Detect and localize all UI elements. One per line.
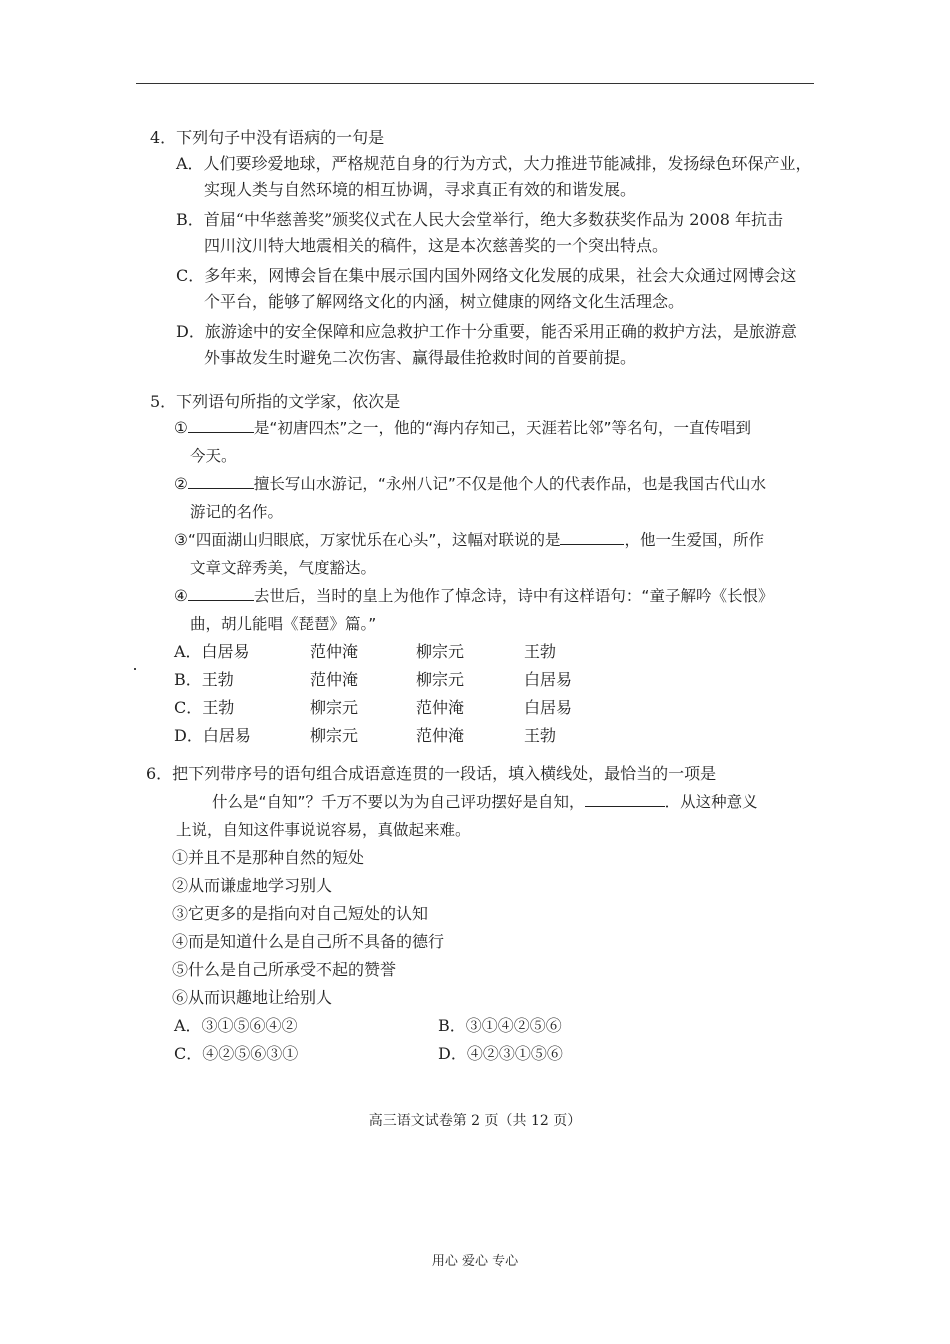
q5-d-3: 范仲淹 bbox=[416, 726, 465, 745]
q4-option-b-line2: 四川汶川特大地震相关的稿件，这是本次慈善奖的一个突出特点。 bbox=[204, 236, 669, 255]
margin-mark bbox=[134, 668, 136, 670]
q6-option-a: A．③①⑤⑥④② bbox=[174, 1016, 298, 1035]
q5-s2-prefix: ② bbox=[174, 475, 188, 493]
q5-s3-text-end: ，他一生爱国，所作 bbox=[624, 531, 764, 549]
q4-stem: 4．下列句子中没有语病的一句是 bbox=[150, 128, 385, 147]
q5-a-1: A．白居易 bbox=[174, 642, 250, 661]
q5-a-4: 王勃 bbox=[524, 642, 557, 661]
q6-passage-line2: 上说，自知这件事说说容易，真做起来难。 bbox=[176, 821, 471, 839]
q6-option-d: D．④②③①⑤⑥ bbox=[438, 1044, 563, 1063]
q4-option-c-line2: 个平台，能够了解网络文化的内涵，树立健康的网络文化生活理念。 bbox=[204, 292, 685, 311]
q5-b-4: 白居易 bbox=[524, 670, 573, 689]
q5-s3-blank bbox=[560, 530, 624, 545]
q5-s2-blank bbox=[188, 474, 254, 489]
q5-b-1: B．王勃 bbox=[174, 670, 234, 689]
page-number: 高三语文试卷第 2 页（共 12 页） bbox=[368, 1113, 582, 1129]
q5-s4-prefix: ④ bbox=[174, 587, 188, 605]
q6-option-c: C．④②⑤⑥③① bbox=[174, 1044, 299, 1063]
q4-option-b-line1: B．首届“中华慈善奖”颁奖仪式在人民大会堂举行，绝大多数获奖作品为 2008 年抗击 bbox=[176, 210, 784, 229]
q5-c-3: 范仲淹 bbox=[416, 698, 465, 717]
q5-b-2: 范仲淹 bbox=[310, 670, 359, 689]
q5-c-2: 柳宗元 bbox=[310, 698, 359, 717]
q5-s1-cont: 今天。 bbox=[190, 447, 237, 465]
q6-blank bbox=[585, 792, 665, 807]
q5-d-2: 柳宗元 bbox=[310, 726, 359, 745]
q5-d-4: 王勃 bbox=[524, 726, 557, 745]
q5-s3-cont: 文章文辞秀美，气度豁达。 bbox=[190, 559, 377, 577]
q5-s4-cont: 曲，胡儿能唱《琵琶》篇。” bbox=[190, 615, 377, 633]
q6-item-6: ⑥从而识趣地让给别人 bbox=[172, 988, 333, 1007]
q5-c-4: 白居易 bbox=[524, 698, 573, 717]
q5-s4-text: 去世后，当时的皇上为他作了悼念诗，诗中有这样语句：“童子解吟《长恨》 bbox=[253, 587, 774, 605]
q5-s1-blank bbox=[188, 418, 254, 433]
q5-s4-blank bbox=[188, 586, 254, 601]
q6-stem: 6．把下列带序号的语句组合成语意连贯的一段话，填入横线处，最恰当的一项是 bbox=[146, 764, 717, 783]
q5-b-3: 柳宗元 bbox=[416, 670, 465, 689]
footer-slogan: 用心 爱心 专心 bbox=[431, 1254, 519, 1269]
q6-option-b: B．③①④②⑤⑥ bbox=[438, 1016, 562, 1035]
q4-option-a-line1: A．人们要珍爱地球，严格规范自身的行为方式，大力推进节能减排，发扬绿色环保产业， bbox=[176, 154, 812, 173]
q5-s2-cont: 游记的名作。 bbox=[190, 503, 284, 521]
q5-s1-text: 是“初唐四杰”之一，他的“海内存知己，天涯若比邻”等名句，一直传唱到 bbox=[253, 419, 752, 437]
q4-option-a-line2: 实现人类与自然环境的相互协调，寻求真正有效的和谐发展。 bbox=[204, 180, 637, 199]
q5-d-1: D．白居易 bbox=[174, 726, 251, 745]
q6-passage-text: 什么是“自知”？千万不要以为为自己评功摆好是自知， bbox=[212, 793, 585, 811]
q5-sentence-3 bbox=[174, 530, 764, 550]
q6-item-1: ①并且不是那种自然的短处 bbox=[172, 848, 365, 867]
q4-option-d-line2: 外事故发生时避免二次伤害、赢得最佳抢救时间的首要前提。 bbox=[204, 348, 637, 367]
q6-item-5: ⑤什么是自己所承受不起的赞誉 bbox=[172, 960, 397, 979]
q6-item-2: ②从而谦虚地学习别人 bbox=[172, 876, 333, 895]
q5-sentence-2 bbox=[174, 474, 766, 494]
q5-a-3: 柳宗元 bbox=[416, 642, 465, 661]
q6-passage-text-end: ．从这种意义 bbox=[664, 793, 758, 811]
q5-sentence-1 bbox=[174, 418, 751, 438]
q5-a-2: 范仲淹 bbox=[310, 642, 359, 661]
q4-option-d-line1: D．旅游途中的安全保障和应急救护工作十分重要，能否采用正确的救护方法，是旅游意 bbox=[176, 322, 797, 341]
q4-option-c-line1: C．多年来，网博会旨在集中展示国内国外网络文化发展的成果，社会大众通过网博会这 bbox=[176, 266, 797, 285]
q5-s1-prefix: ① bbox=[174, 419, 188, 437]
q6-passage-line1 bbox=[212, 792, 758, 812]
q5-s2-text: 擅长写山水游记，“永州八记”不仅是他个人的代表作品，也是我国古代山水 bbox=[253, 475, 766, 493]
q5-s3-text: ③“四面湖山归眼底，万家忧乐在心头”，这幅对联说的是 bbox=[174, 531, 561, 549]
q5-c-1: C．王勃 bbox=[174, 698, 235, 717]
q5-sentence-4 bbox=[174, 586, 773, 606]
q5-stem: 5．下列语句所指的文学家，依次是 bbox=[150, 392, 401, 411]
q6-item-4: ④而是知道什么是自己所不具备的德行 bbox=[172, 932, 445, 951]
header-rule bbox=[136, 83, 814, 84]
q6-item-3: ③它更多的是指向对自己短处的认知 bbox=[172, 904, 429, 923]
